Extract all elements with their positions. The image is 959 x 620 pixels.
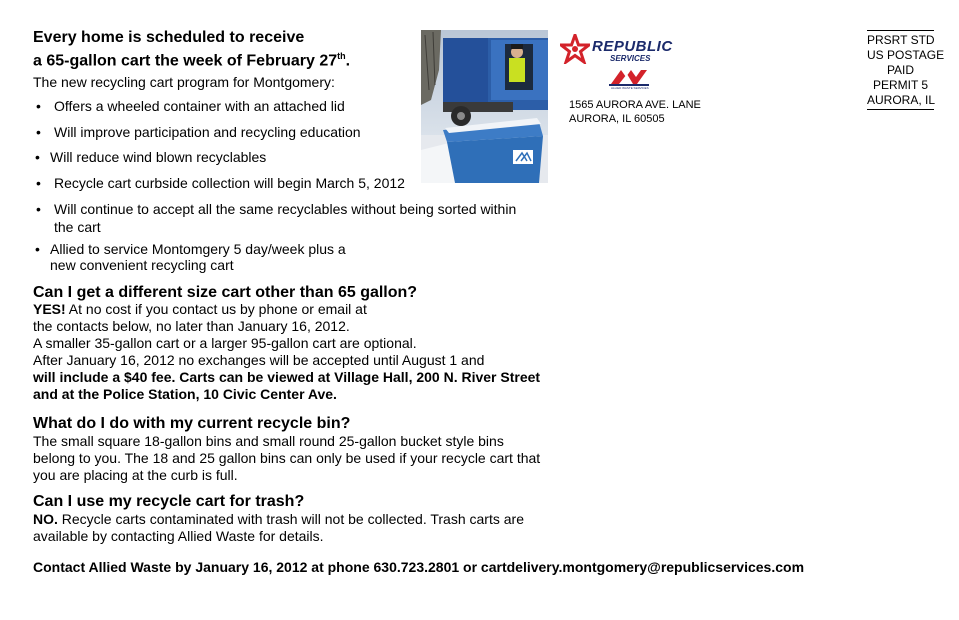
heading-line-1: Every home is scheduled to receive bbox=[33, 29, 305, 46]
republic-brand: REPUBLIC bbox=[592, 38, 673, 55]
section-bin-question: What do I do with my current recycle bin? bbox=[33, 415, 351, 432]
section-size-answer: YES! At no cost if you contact us by phone or email at the contacts below, no later than January 16, 2012. A smaller 35-gallon cart or a larger 95-gallon cart are optional. After January 16, 2012 no exchanges will be accepted until August 1 and will include a $40 fee. Carts can be viewed at Village Hall, 200 N. River Street and at the Police Station, 10 Civic Center Ave. bbox=[33, 301, 541, 402]
main-heading bbox=[33, 29, 350, 70]
postage-indicia: PRSRT STD US POSTAGE PAID PERMIT 5 AURORA, IL bbox=[867, 30, 934, 110]
star-icon bbox=[560, 34, 590, 64]
intro-text: The new recycling cart program for Montgomery: bbox=[33, 74, 335, 90]
allied-waste-logo bbox=[609, 68, 649, 92]
heading-line-2: a 65-gallon cart the week of February 27th. bbox=[33, 51, 351, 70]
garbage-truck-photo bbox=[421, 30, 548, 183]
section-trash-answer: NO. Recycle carts contaminated with trash will not be collected. Trash carts are available by contacting Allied Waste for details. bbox=[33, 511, 524, 544]
section-trash-question: Can I use my recycle cart for trash? bbox=[33, 493, 305, 510]
section-bin-answer: The small square 18-gallon bins and small round 25-gallon bucket style bins belong to you. The 18 and 25 gallon bins can only be used if your recycle cart that you are placing at the curb is full. bbox=[33, 433, 541, 483]
section-size-question: Can I get a different size cart other than 65 gallon? bbox=[33, 284, 418, 301]
contact-line: Contact Allied Waste by January 16, 2012 at phone 630.723.2801 or cartdelivery.montgomery@republicservices.com bbox=[33, 559, 805, 575]
allied-logo-text: ALLIED WASTE SERVICES bbox=[611, 86, 649, 90]
republic-sub: SERVICES bbox=[610, 54, 651, 63]
return-address: 1565 AURORA AVE. LANE AURORA, IL 60505 bbox=[569, 99, 701, 125]
